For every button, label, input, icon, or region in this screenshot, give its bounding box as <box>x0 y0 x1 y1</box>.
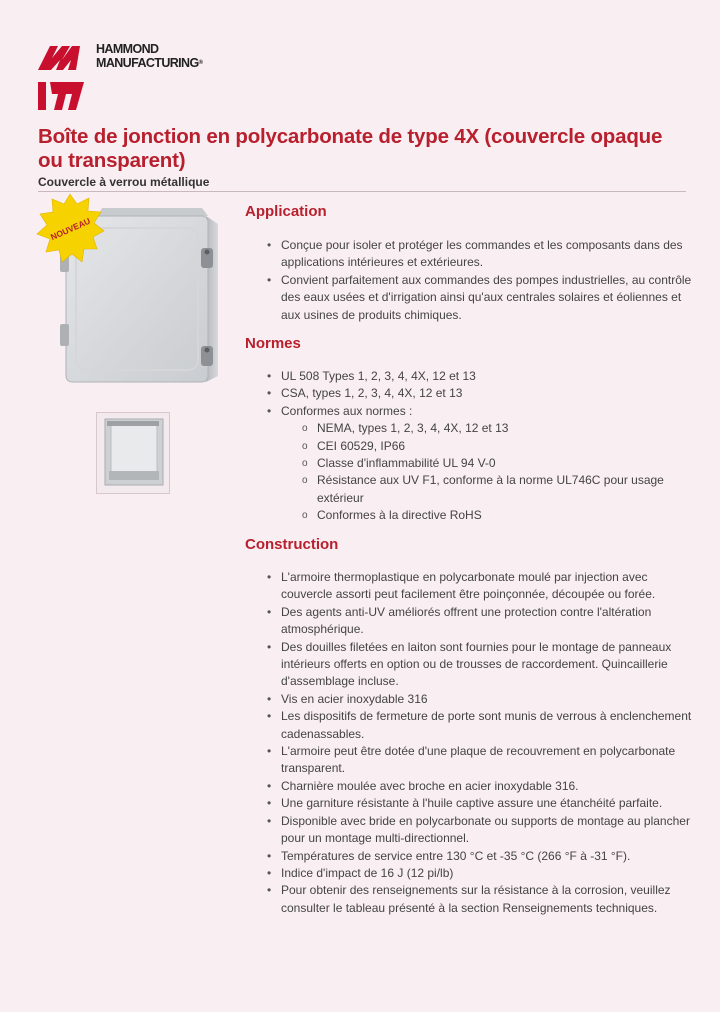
list-item-label: Conformes aux normes : <box>281 403 413 418</box>
list-item: • Convient parfaitement aux commandes des pompes industrielles, au contrôle des eaux usées et d'irrigation ainsi qu'aux centrales solaires et éoliennes et aux usines de produits chimiques. <box>265 272 695 324</box>
normes-sublist <box>301 420 695 524</box>
enclosure-image <box>48 206 220 382</box>
brand-wordmark <box>96 42 202 70</box>
section-heading-construction: Construction <box>245 536 339 553</box>
new-badge-label: NOUVEAU <box>48 215 92 243</box>
sub-list-item: o NEMA, types 1, 2, 3, 4, 4X, 12 et 13 <box>301 420 695 437</box>
latch-top <box>201 248 213 268</box>
list-item: • Disponible avec bride en polycarbonate ou supports de montage au plancher pour un montage multi-directionnel. <box>265 813 695 848</box>
construction-list <box>265 569 695 917</box>
brand-line2: MANUFACTURING <box>96 56 199 70</box>
thumbnail-open-enclosure[interactable] <box>96 412 170 494</box>
list-item: • L'armoire thermoplastique en polycarbonate moulé par injection avec couvercle assorti peut facilement être poinçonnée, découpée ou forée. <box>265 569 695 604</box>
list-item: • Des douilles filetées en laiton sont fournies pour le montage de panneaux intérieurs offerts en option ou de trousses de raccordement. Quincaillerie d'assemblage incluse. <box>265 639 695 691</box>
latch-bottom <box>201 346 213 366</box>
brand-registered: ® <box>198 60 203 66</box>
sub-list-item: o Classe d'inflammabilité UL 94 V-0 <box>301 455 695 472</box>
list-item: • Des agents anti-UV améliorés offrent une protection contre l'altération atmosphérique. <box>265 604 695 639</box>
list-item: • Conçue pour isoler et protéger les commandes et les composants dans des applications intérieures et extérieures. <box>265 237 695 272</box>
list-item: • Les dispositifs de fermeture de porte sont munis de verrous à enclenchement cadenassables. <box>265 708 695 743</box>
list-item: • Pour obtenir des renseignements sur la résistance à la corrosion, veuillez consulter le tableau présenté à la section Renseignements techniques. <box>265 882 695 917</box>
list-item: • L'armoire peut être dotée d'une plaque de recouvrement en polycarbonate transparent. <box>265 743 695 778</box>
list-item: • CSA, types 1, 2, 3, 4, 4X, 12 et 13 <box>265 385 695 402</box>
page-title: Boîte de jonction en polycarbonate de type 4X (couvercle opaque ou transparent) <box>38 125 663 172</box>
list-item: • Une garniture résistante à l'huile captive assure une étanchéité parfaite. <box>265 795 695 812</box>
thumbnail-image <box>97 413 169 493</box>
list-item: • Indice d'impact de 16 J (12 pi/lb) <box>265 865 695 882</box>
page-subtitle: Couvercle à verrou métallique <box>38 175 210 189</box>
list-item: • UL 508 Types 1, 2, 3, 4, 4X, 12 et 13 <box>265 368 695 385</box>
list-item: • Températures de service entre 130 °C et -35 °C (266 °F à -31 °F). <box>265 848 695 865</box>
list-item <box>265 403 695 525</box>
section-heading-application: Application <box>245 203 327 220</box>
section-heading-normes: Normes <box>245 335 301 352</box>
application-list <box>265 237 695 324</box>
divider <box>38 191 686 192</box>
list-item: • Vis en acier inoxydable 316 <box>265 691 695 708</box>
normes-list <box>265 368 695 525</box>
sub-list-item: o CEI 60529, IP66 <box>301 438 695 455</box>
brand-line1: HAMMOND <box>96 42 159 56</box>
list-item: • Charnière moulée avec broche en acier inoxydable 316. <box>265 778 695 795</box>
sub-list-item: o Conformes à la directive RoHS <box>301 507 695 524</box>
sub-list-item: o Résistance aux UV F1, conforme à la norme UL746C pour usage extérieur <box>301 472 695 507</box>
